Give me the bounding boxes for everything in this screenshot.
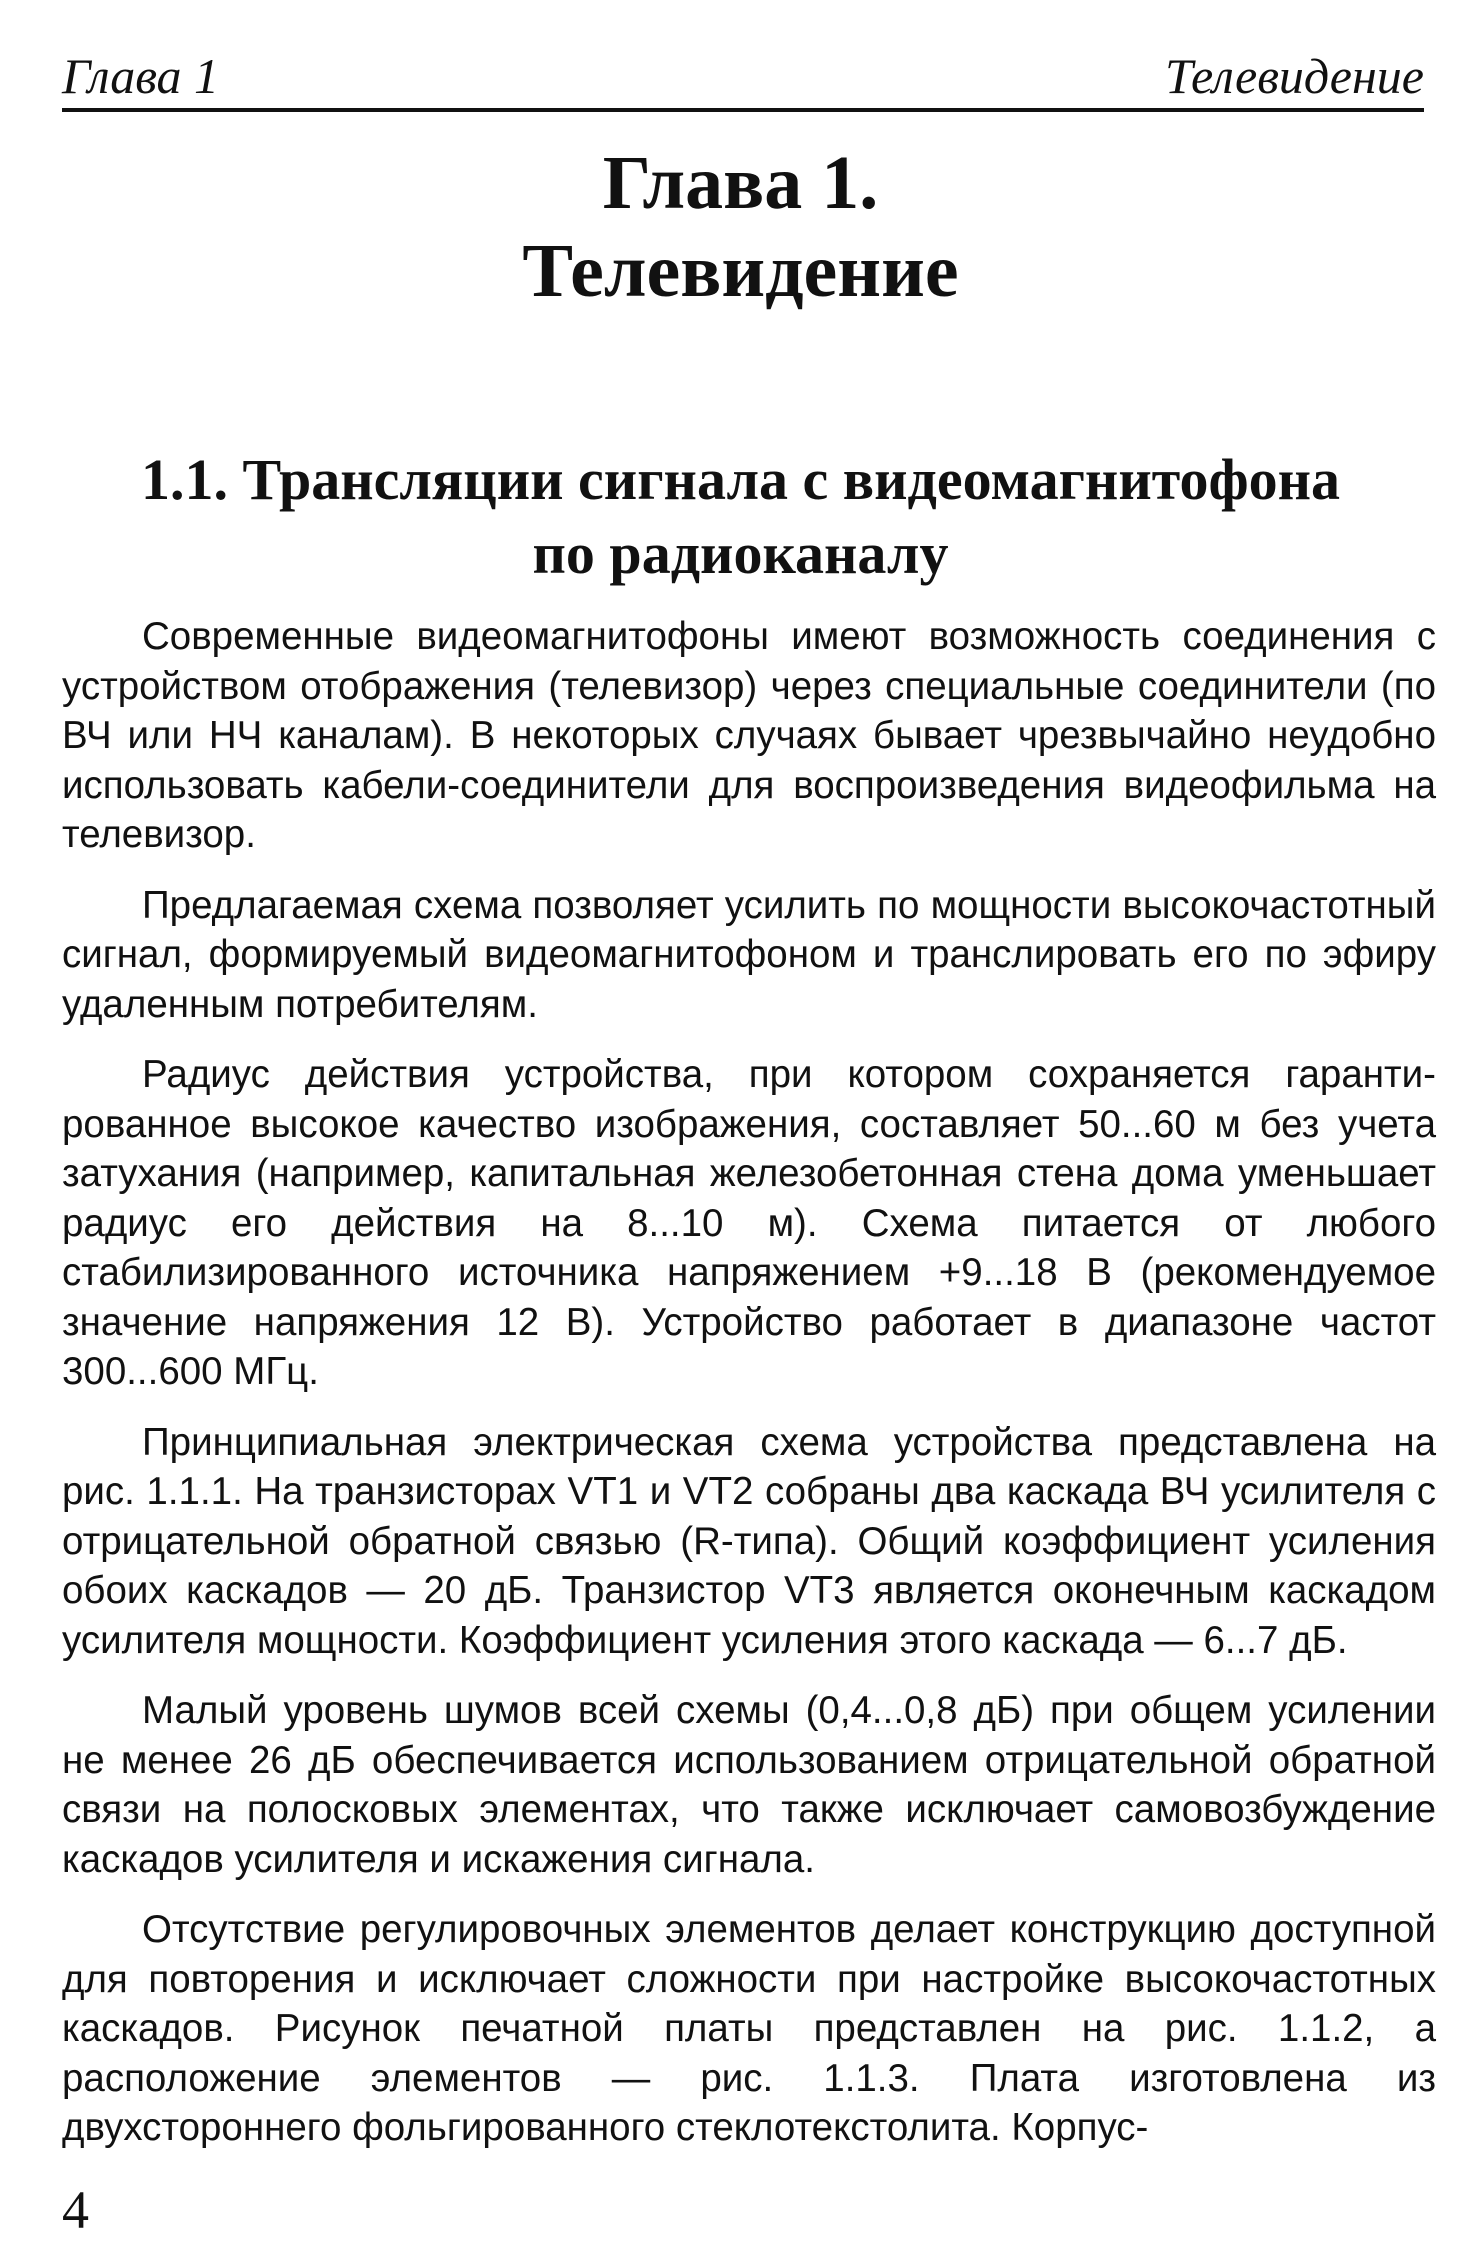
- paragraph-4: Принципиальная электрическая схема устройства представлена на рис. 1.1.1. На транзисторах VT1 и VT2 собраны два каскада ВЧ усилителя с отрицательной обратной связью (R-типа). Общий коэффициент усиления обоих каскадов — 20 дБ. Транзистор VT3 является оконечным каскадом усилителя мощности. Коэффициент усиления этого каскада — 6...7 дБ.: [62, 1420, 1436, 1662]
- chapter-number-heading: Глава 1.: [602, 141, 879, 225]
- chapter-title-heading: Телевидение: [522, 229, 959, 313]
- section-title-line-1: 1.1. Трансляции сигнала с видеомагнитофона: [140, 447, 1341, 512]
- paragraph-5: Малый уровень шумов всей схемы (0,4...0,8 дБ) при общем усилении не менее 26 дБ обеспечивается использованием отрицательной обратной связи на полосковых элементах, что также исключает самовозбуждение каскадов усилителя и искажения сигнала.: [62, 1689, 1436, 1881]
- paragraph-2: Предлагаемая схема позволяет усилить по мощности высокочастотный сигнал, формируемый видеомагнитофоном и транслировать его по эфиру удаленным потребителям.: [62, 883, 1436, 1026]
- page-number: 4: [62, 2180, 89, 2240]
- paragraph-1: Современные видеомагнитофоны имеют возможность соединения с устройством отображения (телевизор) через специальные соединители (по ВЧ или НЧ каналам). В некоторых случаях бывает чрезвычайно неудобно использовать кабели-соединители для воспроизведения видеофильма на телевизор.: [62, 615, 1436, 856]
- paragraph-6: Отсутствие регулировочных элементов делает конструкцию доступной для повторения и исключает сложности при настройке высокочастотных каскадов. Рисунок печатной платы представлен на рис. 1.1.2, а расположение элементов — рис. 1.1.3. Плата изготовлена из двухстороннего фольгированного стеклотекстолита. Корпус-: [62, 1908, 1436, 2149]
- running-header-chapter: Глава 1: [62, 48, 220, 104]
- section-title-line-2: по радиоканалу: [532, 521, 949, 586]
- body-text: [62, 612, 1436, 2174]
- paragraph-3: Радиус действия устройства, при котором сохраняется гарантированное высокое качество изображения, составляет 50...60 м без учета затухания (например, капитальная железобетонная стена дома уменьшает радиус его действия на 8...10 м). Схема питается от любого стабилизированного источника напряжением +9...18 В (рекомендуемое значение напряжения 12 В). Устройство работает в диапазоне частот 300...600 МГц.: [62, 1053, 1436, 1393]
- running-header-title: Телевидение: [1165, 48, 1424, 104]
- running-header: [62, 44, 1424, 112]
